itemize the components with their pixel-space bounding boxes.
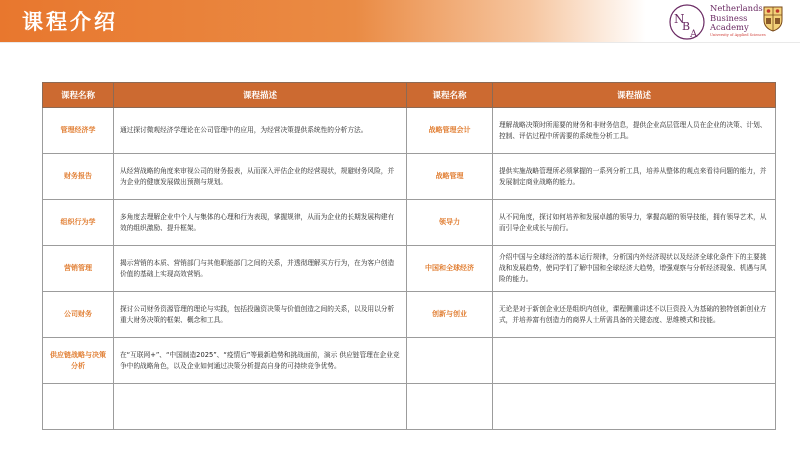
course-description: 探讨公司财务资源管理的理论与实践，包括投融资决策与价值创造之间的关系，以及用以分析重大财务决策的框架、概念和工具。 — [114, 292, 407, 338]
table-header-row — [43, 83, 776, 108]
crest-icon — [763, 6, 783, 32]
course-name — [407, 338, 493, 384]
course-description: 提供实施战略管理所必须掌握的一系列分析工具，培养从整体的观点来看待问题的能力，并发展制定商业战略的能力。 — [493, 154, 776, 200]
course-description: 理解战略决策时所需要的财务和非财务信息，提供企业高层管理人员在企业的决策、计划、控制、评估过程中所需要的系统性分析工具。 — [493, 108, 776, 154]
logo-university: University of Applied Sciences — [710, 33, 766, 37]
table-row — [43, 338, 776, 384]
table-row — [43, 200, 776, 246]
table-row — [43, 384, 776, 430]
svg-text:N: N — [674, 12, 685, 26]
svg-text:B: B — [682, 20, 691, 33]
course-name: 领导力 — [407, 200, 493, 246]
course-description: 在“互联网+”、“中国制造2025”、“疫情后”等最新趋势和挑战面前，演示 供应链管理在企业竞争中的战略角色，以及企业如何通过决策分析提高自身的可持续竞争优势。 — [114, 338, 407, 384]
course-name — [407, 384, 493, 430]
column-header: 课程描述 — [114, 83, 407, 108]
course-name: 公司财务 — [43, 292, 114, 338]
table-row — [43, 246, 776, 292]
page-title: 课程介绍 — [22, 10, 118, 34]
course-name: 营销管理 — [43, 246, 114, 292]
column-header: 课程名称 — [43, 83, 114, 108]
course-name: 创新与创业 — [407, 292, 493, 338]
course-name — [43, 384, 114, 430]
course-table — [42, 82, 776, 430]
course-name: 组织行为学 — [43, 200, 114, 246]
course-description: 揭示营销的本质、营销部门与其他职能部门之间的关系，并透彻理解买方行为，在为客户创造价值的基础上实现高效营销。 — [114, 246, 407, 292]
course-name: 供应链战略与决策分析 — [43, 338, 114, 384]
table-row — [43, 292, 776, 338]
logo-name: Netherlands Business Academy — [710, 3, 763, 32]
academy-logo — [668, 3, 798, 43]
course-description: 从不同角度，探讨如何培养和发展卓越的领导力，掌握高超的领导技能，拥有领导艺术，从而引导企业成长与前行。 — [493, 200, 776, 246]
course-description: 无论是对于新创企业还是组织内创业，课程侧重讲述不以巨资投入为基础的独特创新创业方式，并培养富有创造力的商界人士所需具备的关键态度、思维模式和技能。 — [493, 292, 776, 338]
course-description: 从经营战略的角度来审视公司的财务报表，从而深入评估企业的经营现状，规避财务风险，并为企业的健康发展做出预测与规划。 — [114, 154, 407, 200]
course-description — [493, 384, 776, 430]
table-row — [43, 108, 776, 154]
course-name: 财务报告 — [43, 154, 114, 200]
course-description: 多角度去理解企业中个人与集体的心理和行为表现，掌握规律，从而为企业的长期发展构建有效的组织激励、提升框架。 — [114, 200, 407, 246]
course-description: 介绍中国与全球经济的基本运行规律，分析国内外经济现状以及经济全球化条件下的主要挑战和发展趋势，使同学们了解中国和全球经济大趋势，增强观察与分析经济现象、机遇与风险的能力。 — [493, 246, 776, 292]
svg-text:A: A — [690, 29, 698, 40]
nba-emblem-icon — [668, 3, 706, 41]
table-row — [43, 154, 776, 200]
course-description: 通过探讨微观经济学理论在公司管理中的应用，为经营决策提供系统性的分析方法。 — [114, 108, 407, 154]
column-header: 课程描述 — [493, 83, 776, 108]
course-name: 战略管理会计 — [407, 108, 493, 154]
course-description — [114, 384, 407, 430]
course-name: 管理经济学 — [43, 108, 114, 154]
course-name: 战略管理 — [407, 154, 493, 200]
column-header: 课程名称 — [407, 83, 493, 108]
course-name: 中国和全球经济 — [407, 246, 493, 292]
course-description — [493, 338, 776, 384]
